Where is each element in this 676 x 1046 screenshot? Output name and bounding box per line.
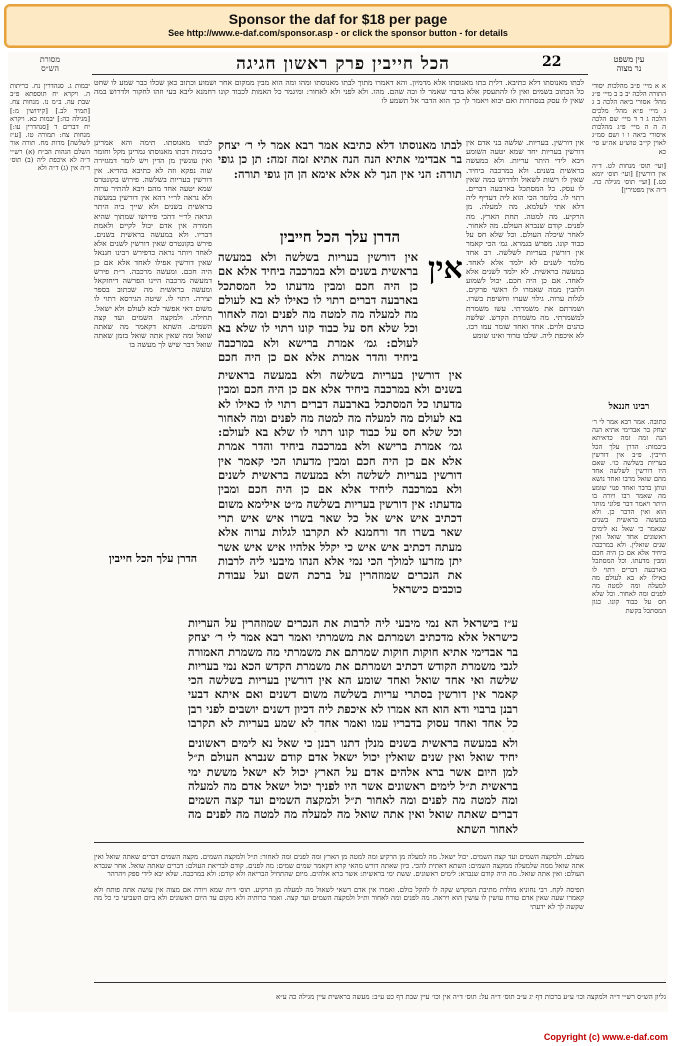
top-commentary-band <box>94 78 584 134</box>
gemara-bottom-rule <box>94 842 584 843</box>
gilyon-hashas <box>94 986 666 1008</box>
gemara-text-c: ע״ז בישראל הא נמי מיבעי ליה לרבות את הנכרים שמוזהרין על העריות כישראל אלא מדכתיב ושמרתם את משמרתי ואמר רבא אמר לי ר׳ יצחק בר אבדימי אתיא חוקות חוקות שמרתם את משמרתי מה משמרת האמורה לגבי משמרת הקודש דכתיב ושמרתם את משמרת הקדש הכא נמי בעריות שלשה ואי אחד שואל ואחד שומע הא אין דורשין בעריות בשלשה הכי קאמר אין דורשין בסתרי עריות בשלשה משום דשנים ואם איתא דבעי רבנן ברבוי ודא הוא הא אמרו לא איכפת ליה דכיון דשנים יושבים לפני רבן כל אחד ואחד עסוק בדבריו עמו ואמר אחד לא שמע בעריות לא תקרבו <box>188 616 518 731</box>
ein-mishpat-references: [ועי׳ תוס׳ מנחות לט. ד״ה אין דורשין] [ועי׳ תוס׳ יומא כט.] [ועי׳ תוס׳ מגילה כה. ד״ה אין מפטירין] <box>592 161 666 195</box>
bottom-tosafot-text: תפיסה לקח. רבי נחוניא מולדת מתיבת המקדש שקה לו להקל כולם. ואמרו אין אדם רשאי לשאול מה למעלה מן הרקיע. תוס׳ ד״ה שמא ויורה אם מצוה אין עושה אתה פותח ולא קאמרו שעה שאין אדם טורח עושין לו עושין הוא ויראה. מה לפנים ומה לאחור ות״ל ולמקצה השמים ועד קצה. ואמר כרותיה ולא מקום עד היום ראשונים ולא ביום השביעי כי כל מה שקשה לך לא ידעתי <box>94 885 584 911</box>
ein-mishpat-label <box>592 55 666 73</box>
ein-mishpat-line1: עין משפט <box>613 55 645 64</box>
sponsor-title[interactable]: Sponsor the daf for $18 per page <box>228 11 448 27</box>
ein-initial-letter: אין <box>428 251 463 286</box>
gemara-text-b: אין דורשין בעריות בשלשה ולא במעשה בראשית בשנים ולא במרכבה ביחיד אלא אם כן היה חכם ומבין מדעתו כל המסתכל בארבעה דברים רתוי לו כאילו לא בא לעולם מה למעלה מה למטה מה לפנים ומה לאחור וכל שלא חס על כבוד קונו רתוי לו שלא בא לעולם: גמ׳ אמרת ברישא ולא במרכבה ביחיד והדר אמרת אלא אם כן היה חכם <box>218 250 418 365</box>
ein-mishpat-column <box>592 82 666 292</box>
gemara-block-c <box>188 616 518 732</box>
page-title: הכל חייבין פרק ראשון חגיגה <box>236 54 450 74</box>
masoret-hashas-label <box>10 55 90 73</box>
bottom-rashi-band <box>94 846 584 978</box>
gemara-text-d: ולא במעשה בראשית בשנים מנלן דתנו רבנן כי שאל נא לימים ראשונים יחיד שואל ואין שנים שואלין יכול ישאל אדם קודם שנברא העולם ת״ל למן היום אשר ברא אלהים אדם על הארץ יכול לא ישאל מששת ימי בראשית ת״ל לימים ראשונים אשר היו לפניך יכול ישאל אדם מה למעלה ומה למטה מה לפנים ומה לאחור ת״ל ולמקצה השמים ועד קצה השמים דברים שאתה שואל ואין אתה שואל מה למעלה מה למטה מה לפנים מה לאחור השתא <box>188 736 518 836</box>
gemara-text-a: לבתו מאנוסתו דלא כתיבא אמר רבא אמר לי ר׳ יצחק בר אבדימי אתיא הנה הנה אתיא זמה זמה: תן כן גופי תורה: הני אין הנך לא אלא אימא הן הן גופי תורה: <box>218 138 462 181</box>
tosafot-column <box>94 138 212 838</box>
header-rule <box>92 74 588 75</box>
rabbeinu-chananel-label: רבינו חננאל <box>608 402 650 412</box>
talmud-page <box>8 52 668 1012</box>
ein-mishpat-text: א א מיי׳ פ״ב מהלכות יסודי התורה הלכה יב ב ב מיי׳ פ״ג מהל׳ אסורי ביאה הלכה ב ג ג מיי׳ פ״א מהל׳ מלכים הלכה ג ד ד מיי׳ שם הלכה ה ה ה מיי׳ פ״ג מהלכות איסורי ביאה ו ו ושם סמ״ג לאוין קי״ב טוש״ע אה״ע סי׳ כא <box>592 82 666 156</box>
gemara-block-b <box>218 368 462 612</box>
rabbeinu-chananel-text: כתובה. אמר רבא אמר לי ר׳ יצחק בר אבדימי אתיא הנה הנה זמה זמה כדאיתא ביבמות: הדרן עלך הכל חייבין. פ״ב אין דורשין בעריות בשלשה כו׳. שאם היו דורשין לשלשה אחד מהם שואל מרבו ואחד נושא ונותן בדבר ואחד פנוי שומע מה שאמר רבו ויורה בו היתר ויאמר דבר פלוני מותר הוא ואין הדבר כן. ולא במעשה בראשית בשנים שנאמר כי שאל נא לימים ראשונים אחד שואל ואין שנים שואלין. ולא במרכבה ביחיד אלא אם כן היה חכם ומבין מדעתו. וכל המסתכל בארבעה דברים רתוי לו כאילו לא בא לעולם מה למעלה ומה למטה מה לפנים ומה לאחור. וכל שלא חס על כבוד קונו. כגון המסתכל בקשת <box>592 418 666 615</box>
tosafot-hadran: הדרן עלך הכל חייבין <box>108 552 198 565</box>
sponsor-subtitle[interactable]: See http://www.e-daf.com/sponsor.asp - or click the sponsor button - for details <box>168 28 508 38</box>
hadran-heading: הדרן עלך הכל חייבין <box>279 228 401 246</box>
rashi-text: אין דורשין. בעריות. שלשה בני אדם אין דורשין בעריות יחד שמא יטעה השומע ויבא לידי היתר עריות. ולא במעשה בראשית בשנים. ולא במרכבה ביחיד. שאין לו רשות לשאול ולדרוש במה שאין לו עסק. כל המסתכל בארבעה דברים. רתוי לו. כלומר הכי הוא ליה דעדיף ליה דלא אתי לעלמא. מה למעלה. מן הרקיע. מה למטה. תחת הארץ. מה לפנים. קודם שנברא העולם. מה לאחור. לאחר שיכלה העולם. וכל שלא חס על כבוד קונו. מפרש בגמרא. גמ׳ הכי קאמר אין דורשין בעריות לשלשה. רב אחד מלמד לשנים לא ילמד אלא לאחד. במעשה בראשית. לא ילמד לשנים אלא לאחד. אם כן היה חכם. יכול לשמוע ולהבין ממה שאמרו לו ראשי פרקים. לגלות ערוה. גילוי שערו וחשיפת בשרו. ושמרתם את משמרתי. עשו משמרת למשמרתי. מה משמרת הקדש. שלשה כהנים ולוים. אחד ואחד שומר עמו רבו. לא איכפת ליה. שלבו טרוד ואינו שומע <box>466 138 584 341</box>
masoret-hashas-text: יבמות ג. סנהדרין נח. כריתות ה. ויקרא יח תוספתא פ״ב שבת עה. ב״מ נז. מנחות צח. [תמיד לב.] [קידושין מ:] [מגילה כה:] יבמות כא. ויקרא יח דברים ד [סנהדרין עו:] מנחות צח: תמורה טז. [ע״ז לשלשה] מדות מח. תורה אור השלם הגהות הב״ח (א) רש״י ד״ה לא איכפת ליה (ב) תוס׳ ד״ה אין (ג) ד״ה ולא <box>10 82 90 173</box>
copyright-link[interactable]: Copyright (c) www.e-daf.com <box>543 1032 668 1042</box>
masoret-label-line1: מסורת <box>39 55 61 64</box>
masoret-hashas-column <box>10 82 90 1002</box>
ein-mishpat-line2: נר מצוה <box>616 64 642 73</box>
gilyon-rule <box>94 982 666 983</box>
bottom-rashi-text: מעולם. ולמקצה השמים ועד קצה השמים. יכול ישאל. מה למעלה מן הרקיע ומה למטה מן הארץ ומה לפנים ומה לאחור: ת״ל ולמקצה השמים. מקצה השמים דברים שאתה שואל ואין אתה שואל ממה שלמעלה ממקצה השמים: השתא דאתית להכי. כיון שאתה דורש מהאי קרא דקאמר שמים שמים: מה לפנים. קודם לבריאת העולם: דברים שאתה שואל. אחר שנברא העולם: ואין אתה שואל. מה היה קודם שנברא: לימים ראשונים. ששת ימי בראשית: אשר ברא אלהים. מיום שהתחיל הבריאה ולא קודם: ולא במרכבה. שלא יבא לידי ספק ויהרהר <box>94 853 584 879</box>
gemara-text-b-cont: אין דורשין בעריות בשלשה ולא במעשה בראשית בשנים ולא במרכבה ביחיד אלא אם כן היה חכם ומבין מדעתו כל המסתכל בארבעה דברים רתוי לו כאילו לא בא לעולם מה למעלה מה למטה מה לפנים ומה לאחור וכל שלא חס על כבוד קונו רתוי לו שלא בא לעולם: גמ׳ אמרת ברישא ולא במרכבה ביחיד והדר אמרת אלא אם כן היה חכם ומבין מדעתו הכי קאמר אין דורשין בעריות לשלשה ולא במעשה בראשית לשנים ולא במרכבה ליחיד אלא אם כן היה חכם ומבין מדעתו: אין דורשין בעריות בשלשה מ״ט אילימא משום דכתיב איש איש אל כל שאר בשרו איש איש תרי שאר בשרו חד ורחמנא לא תקרבו לגלות ערוה אלא מעתה דכתיב איש איש כי יקלל אלהיו איש איש אשר יתן מזרעו למולך הכי נמי אלא הנהו מיבעי ליה לרבות את הנכרים שמוזהרין על ברכת השם ועל עבודת כוכבים כישראל <box>218 368 462 597</box>
gilyon-text: גליון הש״ס רש״י ד״ה ולמקצה וכו׳ ע״ע ברכות דף יג ע״ב תוס׳ ד״ה על: תוס׳ ד״ה אין וכו׳ עיין שבת דף כט ע״ב: מעשה בראשית עיין מגילה כה ע״א <box>275 993 666 1001</box>
gemara-block-b-top <box>218 250 418 366</box>
gemara-block-d <box>188 736 518 836</box>
rashi-column <box>466 138 584 838</box>
masoret-label-line2: הש״ס <box>41 64 59 73</box>
rabbeinu-chananel-column <box>592 418 666 1008</box>
tosafot-text: לבתו מאנוסתו. תימה והא אמרינן ביבמות דבתו מאנוסתו גמרינן מקל וחומר ואין עונשין מן הדין ויש לומר דמגזירה שוה נפקא וזה לא כתיבא בהדיא. אין דורשין בעריות בשלשה. פירוש בקונטרס שמא יטעה אחד מהם ויבא להתיר ערוה ולא נראה לר״י דהא אין דורשין במעשה בראשית בשנים ולא שייך ביה היתר ונראה לר״י דהכי פירושו שמתוך שהיא חמורה אין אדם יכול לקיים ולאמת דבריו. ולא במעשה בראשית בשנים. פירש בקונטרס שאין דורשין לשנים אלא לאחד ויותר נראה כדפירש רבינו חננאל שאין דורשין אפילו לאחד אלא אם כן היה חכם. ומעשה מרכבה. ר״ת פירש דמעשה מרכבה היינו הפרשה דיחזקאל ומעשה בראשית מה שכתוב בספר יצירה. רתוי לו. שיטה הגירסא רתוי לו משום דאי אפשר לבא לעולם ולא ישאל. תחילה. ולמקצה השמים ועד קצה השמים. השתא דקאמר מה שאתה שואל ומה שאין אתה שואל בזמן שאתה שואל דבר שיש לך מעשה בו <box>94 138 212 350</box>
sponsor-banner[interactable] <box>4 4 672 48</box>
top-commentary-text: לבתו מאנוסתו דלא כתיבא. דלית בתו מאנוסתו אלא מדמיון. והא דאמרו מתוך לבתו מאנוסתו ומהו ומה הוא מבין ממקום אחר ושמוע וכתוב כאן שכלו כבר שמע לו שחט כל הכתוב בשמים ואין לו להתעסק אלא בדבר שאמר לו ובה שהם. מהו. ולא לפני ולא לאחור: ומיגמר כל האמות לכבוד קונו רחמנא ליבא בעי וזהו לחקור ולדרוש במה שאין לו עסק בנסתרות ואם יבוא ויאמר לך כך הוא הדבר אל תשמע לו <box>94 78 584 106</box>
page-number: 22 <box>542 54 562 70</box>
gemara-block-a <box>218 138 462 224</box>
